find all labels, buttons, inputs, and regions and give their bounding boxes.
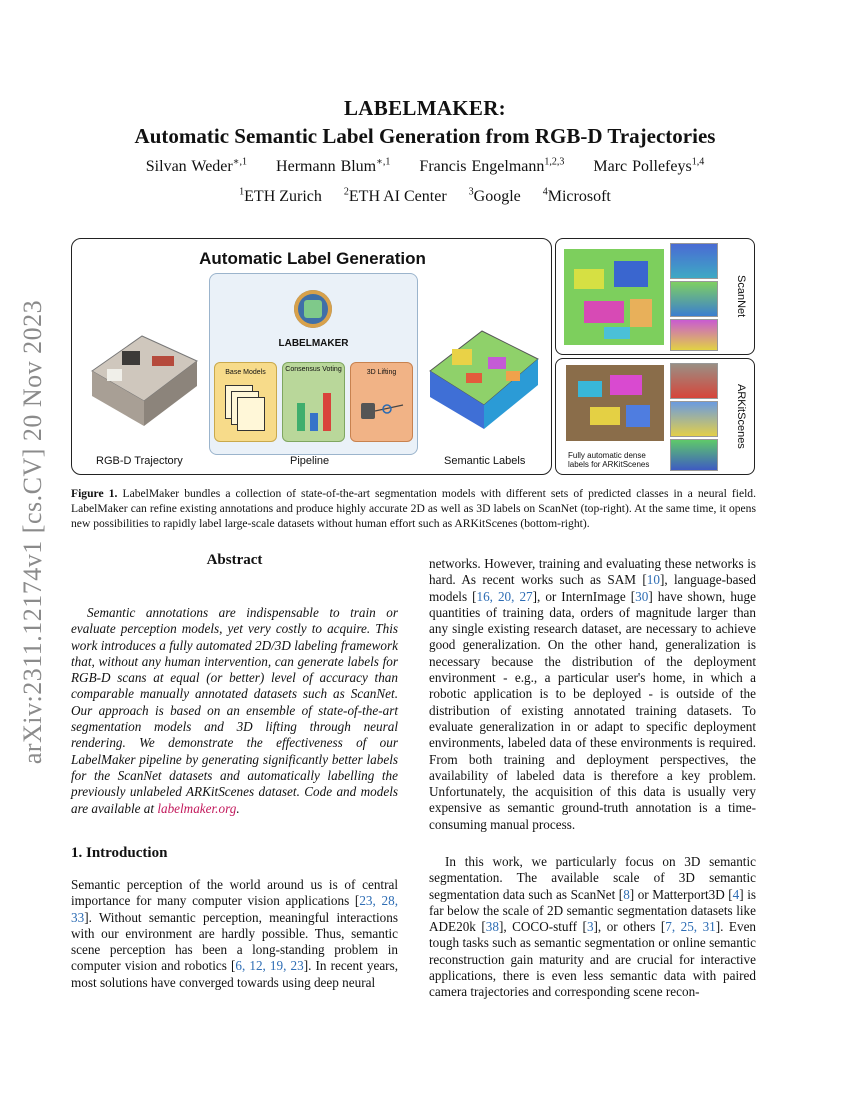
arkit-label: ARKitScenes bbox=[735, 384, 747, 449]
labelmaker-logo-icon bbox=[294, 290, 332, 328]
bar-chart-icon bbox=[297, 403, 305, 431]
stage-label: Consensus Voting bbox=[285, 366, 342, 373]
figure-caption bbox=[71, 486, 756, 531]
author: Francis Engelmann$^{1,2,3}$ bbox=[419, 157, 565, 176]
abstract-heading: Abstract bbox=[206, 552, 263, 568]
arkit-3d-view bbox=[566, 365, 664, 441]
scannet-3d-view bbox=[564, 249, 664, 345]
stage-3d-lifting bbox=[350, 362, 413, 442]
caption-pipeline: Pipeline bbox=[290, 455, 330, 467]
scannet-thumbnail bbox=[670, 319, 718, 351]
scannet-panel bbox=[555, 238, 755, 355]
citation-link[interactable]: 16, 20, 27 bbox=[476, 588, 533, 604]
pipeline-box bbox=[209, 273, 418, 455]
abstract-text: Semantic annotations are indispensable to train or evaluate perception models, yet very costly to acquire. This work introduces a fully automated 2D/3D labeling framework that, without any human intervention, can generate labels for RGB-D scans at equal (or better) level of accuracy than comparable manually annotated datasets such as ScanNet. Our approach is based on an ensemble of state-of-the-art segmentation models and 3D lifting through neural rendering. We demonstrate the effectiveness of our LabelMaker pipeline by generating significantly better labels for the ScanNet datasets and automatically labelling the previously unlabeled ARKitScenes dataset. Code and models are available at bbox=[71, 605, 398, 816]
stage-consensus-voting bbox=[282, 362, 345, 442]
citation-link[interactable]: 3 bbox=[586, 919, 594, 935]
arkit-thumbnail bbox=[670, 439, 718, 471]
scannet-label: ScanNet bbox=[735, 275, 747, 318]
bar-chart-icon bbox=[323, 393, 331, 431]
lifting-icon bbox=[357, 393, 407, 433]
author: Silvan Weder$^{∗,1}$ bbox=[145, 157, 248, 176]
affiliation-list bbox=[0, 187, 850, 206]
citation-link[interactable]: 7, 25, 31 bbox=[665, 919, 716, 935]
abstract-body: Semantic annotations are indispensable to train or evaluate perception models, yet very costly to acquire. This work introduces a fully automated 2D/3D labeling framework that, without any human intervention, can generate labels for RGB-D scans at equal (or better) level of accuracy than comparable manually annotated datasets such as ScanNet. Our approach is based on an ensemble of state-of-the-art segmentation models and 3D lifting through neural rendering. We demonstrate the effectiveness of our LabelMaker pipeline by generating significantly better labels for the ScanNet datasets and automatically labelling the previously unlabeled ARKitScenes dataset. Code and models are available at labelmaker.org. bbox=[71, 605, 398, 816]
figure-main-panel bbox=[71, 238, 552, 475]
paper-title-line2: Automatic Semantic Label Generation from RGB-D Trajectories bbox=[134, 124, 716, 148]
arkit-scene-graphic bbox=[566, 365, 664, 441]
scannet-scene-graphic bbox=[564, 249, 664, 345]
figure-caption-label: Figure 1. bbox=[71, 487, 118, 500]
affiliation: $^4$Microsoft bbox=[542, 187, 611, 206]
semantic-labels-scene-image bbox=[422, 301, 542, 441]
author-list bbox=[0, 157, 850, 176]
caption-rgbd: RGB-D Trajectory bbox=[96, 455, 183, 467]
citation-link[interactable]: 6, 12, 19, 23 bbox=[235, 958, 304, 974]
rgbd-scene-image bbox=[82, 301, 202, 431]
affiliation: $^1$ETH Zurich bbox=[239, 187, 322, 206]
citation-link[interactable]: 4 bbox=[732, 886, 740, 902]
citation-link[interactable]: 38 bbox=[485, 919, 499, 935]
citation-link[interactable]: 23, 28, 33 bbox=[71, 893, 398, 925]
author: Hermann Blum$^{∗,1}$ bbox=[276, 157, 391, 176]
citation-link[interactable]: 30 bbox=[635, 588, 649, 604]
figure-heading: Automatic Label Generation bbox=[199, 249, 426, 268]
semantic-scene-graphic bbox=[422, 301, 542, 441]
scannet-thumbnail bbox=[670, 281, 718, 317]
arkit-thumbnail bbox=[670, 401, 718, 437]
stage-label: Base Models bbox=[225, 369, 266, 376]
citation-link[interactable]: 8 bbox=[623, 886, 630, 902]
citation-link[interactable]: 10 bbox=[646, 572, 660, 588]
project-link[interactable]: labelmaker.org bbox=[157, 800, 237, 816]
bar-chart-icon bbox=[310, 413, 318, 431]
rgbd-scene-graphic bbox=[82, 301, 202, 431]
intro-heading: 1. Introduction bbox=[71, 845, 168, 861]
arkit-thumbnail bbox=[670, 363, 718, 399]
figure-caption-text: LabelMaker bundles a collection of state-of-the-art segmentation models with different sets of predicted classes in a neural field. LabelMaker can refine existing annotations and produce highly accurate 2D as well as 3D labels on ScanNet (top-right). At the same time, it opens new possibilities to rapidly label large-scale datasets without human effort such as ARKitScenes (bottom-right). bbox=[71, 487, 757, 530]
affiliation: $^2$ETH AI Center bbox=[343, 187, 447, 206]
stage-label: 3D Lifting bbox=[366, 369, 397, 376]
scannet-thumbnail bbox=[670, 243, 718, 279]
right-paragraph-1: networks. However, training and evaluating these networks is hard. As recent works such as SAM [10], language-based models [16, 20, 27], or InternImage [30] have shown, huge quantities of training data, orders of magnitude larger than any single existing research dataset, are necessary to achieve good generalization. On the other hand, generalization is necessary because the distribution of the deployment environment - e.g., a particular user's home, in which a robotic application is to be deployed - is outside of the distribution of existing annotated training datasets. To evaluate generalization in or adapt to specific deployment environments, labeled data of these environments is required. From both training and deployment perspectives, the availability of labeled data is therefore a key problem. Unfortunately, the acquisition of this data is usually very expensive as semantic ground-truth annotation is a time-consuming manual process. bbox=[429, 556, 756, 832]
arxiv-side-identifier: arXiv:2311.12174v1 [cs.CV] 20 Nov 2023 bbox=[18, 299, 47, 765]
labelmaker-logo-label: LABELMAKER bbox=[278, 338, 349, 349]
author: Marc Pollefeys$^{1,4}$ bbox=[593, 157, 705, 176]
affiliation: $^3$Google bbox=[468, 187, 521, 206]
right-paragraph-2: In this work, we particularly focus on 3D semantic segmentation. The available scale of 3D semantic segmentation data such as ScanNet [8] or Matterport3D [4] is far below the scale of 2D semantic segmentation datasets like ADE20k [38], COCO-stuff [3], or others [7, 25, 31]. Even tough tasks such as semantic segmentation or online semantic reconstruction gain maturity and are crucial for interactive applications, there is even less semantic data with paired camera trajectories and corresponding scene recon- bbox=[429, 854, 757, 1000]
paper-title-line1: LABELMAKER: bbox=[344, 96, 506, 120]
arkit-caption: Fully automatic dense labels for ARKitScenes bbox=[568, 451, 650, 469]
arkitscenes-panel bbox=[555, 358, 755, 475]
intro-paragraph: Semantic perception of the world around us is of central importance for many computer vision applications [23, 28, 33]. Without semantic perception, meaningful interactions with our environment are hardly possible. Thus, semantic scene perception has been a long-standing problem in computer vision and robotics [6, 12, 19, 23]. In recent years, most solutions have converged towards using deep neural bbox=[71, 877, 398, 990]
caption-semantic: Semantic Labels bbox=[444, 455, 526, 467]
stage-base-models bbox=[214, 362, 277, 442]
